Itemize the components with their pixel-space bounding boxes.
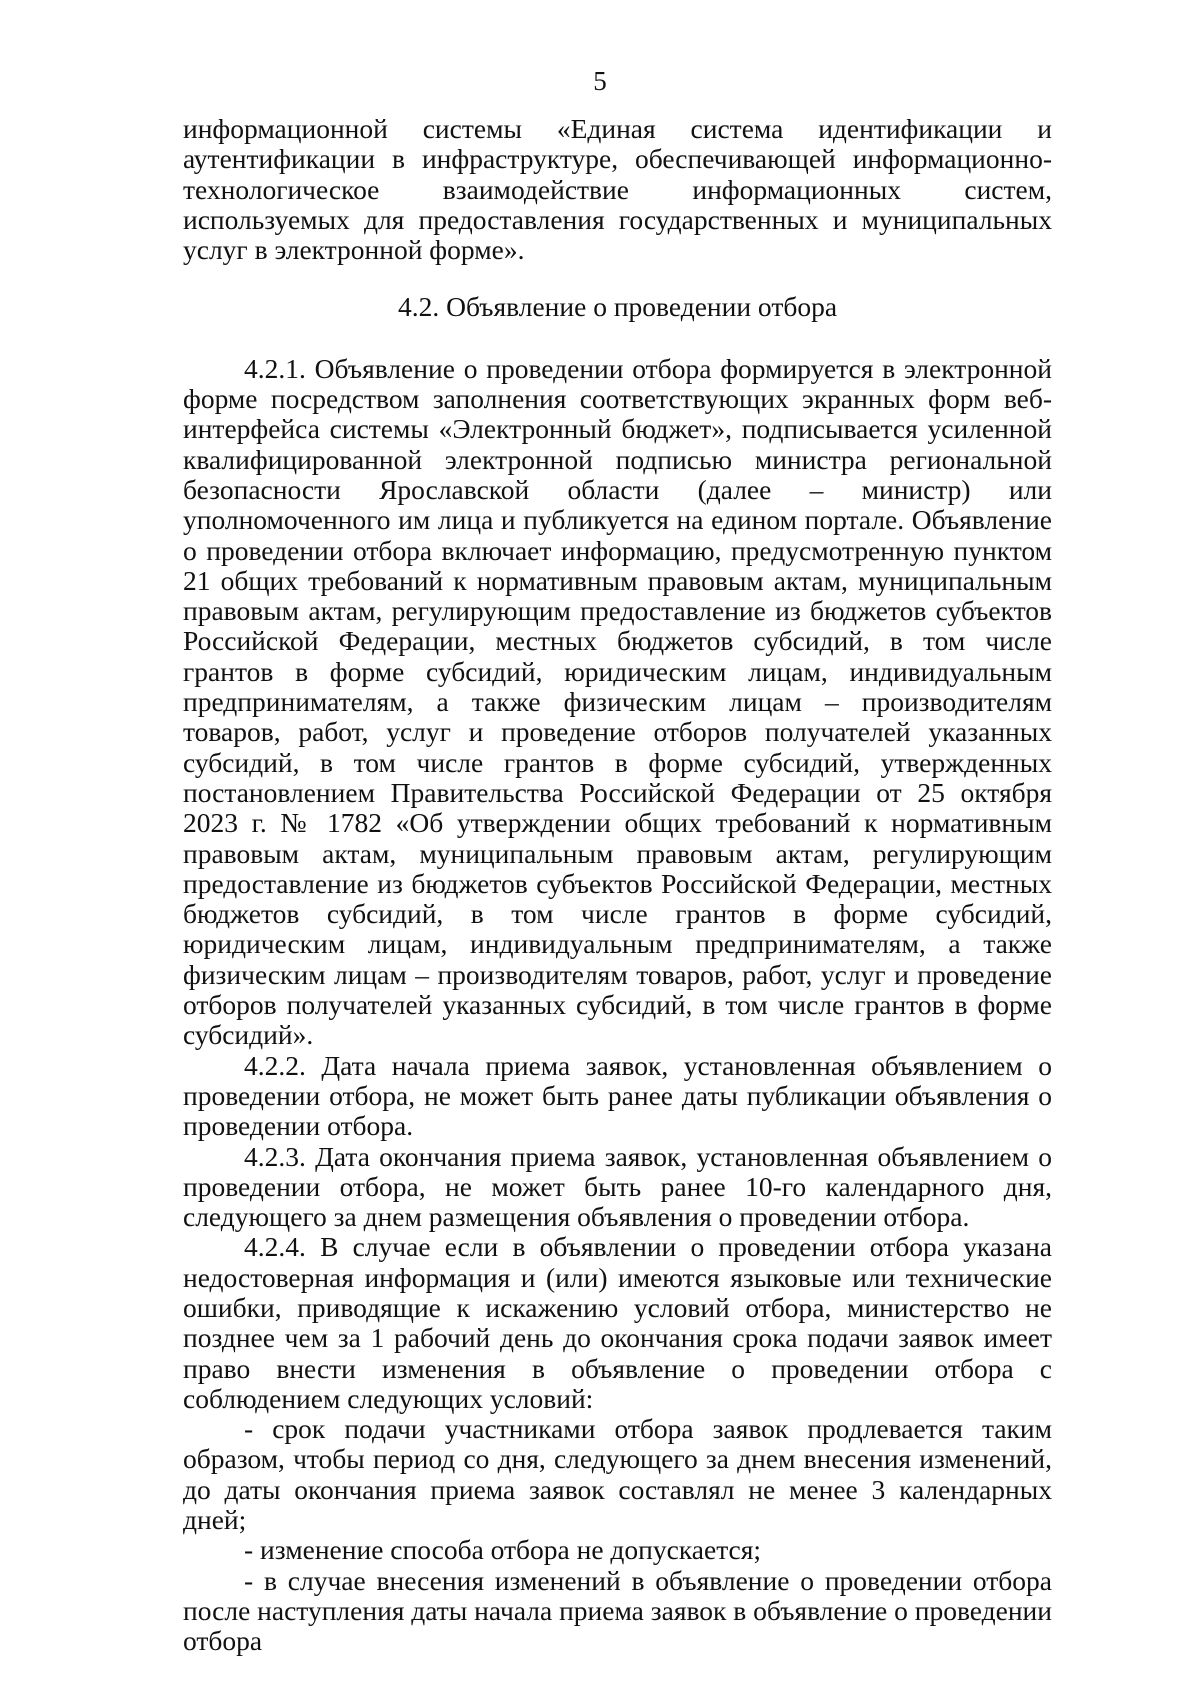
paragraph-4-2-4: 4.2.4. В случае если в объявлении о проведении отбора указана недостоверная информация и (или) имеются языковые или технические ошибки, приводящие к искажению условий отбора, министерство не позднее чем за 1 рабочий день до окончания срока подачи заявок имеет право внести изменения в объявление о проведении отбора с соблюдением следующих условий: xyxy=(183,1231,1052,1414)
list-item-method-unchanged: - изменение способа отбора не допускается; xyxy=(244,1534,762,1566)
section-heading: 4.2. Объявление о проведении отбора xyxy=(397,291,838,323)
list-item-changes-after-start: - в случае внесения изменений в объявление о проведении отбора после наступления даты начала приема заявок в объявление о проведении отбора xyxy=(183,1564,1052,1657)
list-item-deadline-extension: - срок подачи участниками отбора заявок продлевается таким образом, чтобы период со дня, следующего за днем внесения изменений, до даты окончания приема заявок составлял не менее 3 календарных дней; xyxy=(183,1413,1052,1536)
page-number: 5 xyxy=(593,66,607,96)
paragraph-4-2-3: 4.2.3. Дата окончания приема заявок, установленная объявлением о проведении отбора, не может быть ранее 10-го календарного дня, следующего за днем размещения объявления о проведении отбора. xyxy=(183,1140,1052,1233)
paragraph-4-2-1: 4.2.1. Объявление о проведении отбора формируется в электронной форме посредством заполнения соответствующих экранных форм веб-интерфейса системы «Электронный бюджет», подписывается усиленной квалифицированной электронной подписью министра региональной безопасности Ярославской области (далее – министр) или уполномоченного им лица и публикуется на едином портале. Объявление о проведении отбора включает информацию, предусмотренную пунктом 21 общих требований к нормативным правовым актам, муниципальным правовым актам, регулирующим предоставление из бюджетов субъектов Российской Федерации, местных бюджетов субсидий, в том числе грантов в форме субсидий, юридическим лицам, индивидуальным предпринимателям, а также физическим лицам – производителям товаров, работ, услуг и проведение отборов получателей указанных субсидий, в том числе грантов в форме субсидий, утвержденных постановлением Правительства Российской Федерации от 25 октября 2023 г. № 1782 «Об утверждении общих требований к нормативным правовым актам, муниципальным правовым актам, регулирующим предоставление из бюджетов субъектов Российской Федерации, местных бюджетов субсидий, в том числе грантов в форме субсидий, юридическим лицам, индивидуальным предпринимателям, а также физическим лицам – производителям товаров, работ, услуг и проведение отборов получателей указанных субсидий, в том числе грантов в форме субсидий». xyxy=(183,352,1052,1051)
paragraph-4-2-2: 4.2.2. Дата начала приема заявок, установленная объявлением о проведении отбора, не может быть ранее даты публикации объявления о проведении отбора. xyxy=(183,1049,1052,1142)
intro-paragraph: информационной системы «Единая система идентификации и аутентификации в инфраструктуре, обеспечивающей информационно-технологическое взаимодействие информационных систем, используемых для предоставления государственных и муниципальных услуг в электронной форме». xyxy=(183,113,1052,266)
document-body xyxy=(183,114,1052,1657)
